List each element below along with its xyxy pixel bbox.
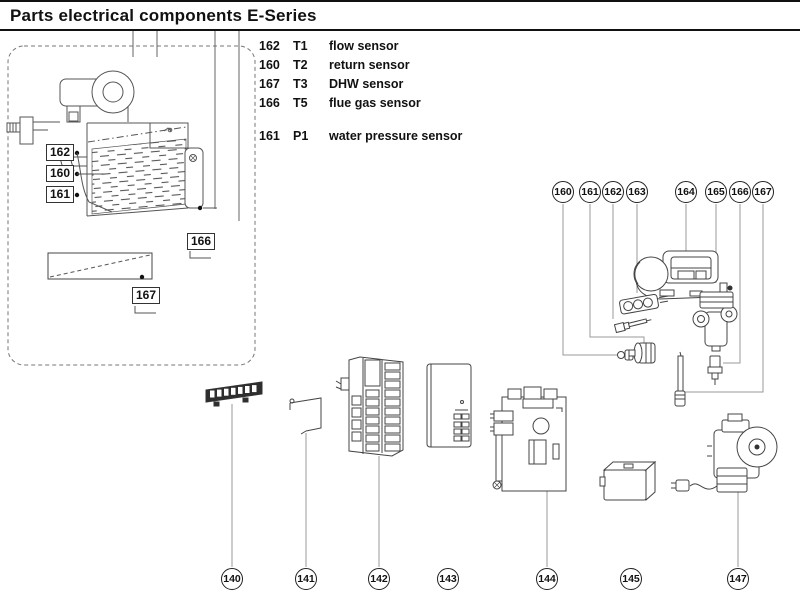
part-bracket [290,398,321,434]
callout-144: 144 [536,568,558,590]
schematic-heat-exchanger [87,123,217,216]
schematic-label-160: 160 [46,165,74,182]
part-pressure-sensor [629,343,655,363]
legend-ref: 161 [259,129,280,143]
legend-label: DHW sensor [329,77,404,91]
callout-147: 147 [727,568,749,590]
schematic-label-161: 161 [46,186,74,203]
callout-145: 145 [620,568,642,590]
left-fitting [7,117,60,144]
part-terminal-strip [206,382,262,406]
legend-ref: 162 [259,39,280,53]
legend-code: P1 [293,129,309,143]
callout-141: 141 [295,568,317,590]
legend-label: return sensor [329,58,410,72]
legend-code: T1 [293,39,308,53]
callout-165: 165 [705,181,727,203]
boiler-schematic [7,31,255,365]
page-title: Parts electrical components E-Series [10,6,317,25]
callout-166: 166 [729,181,751,203]
callout-163: 163 [626,181,648,203]
callout-143: 143 [437,568,459,590]
part-cover-board [427,364,471,447]
schematic-dhw-tank [48,253,152,279]
part-control-unit [336,357,403,456]
legend-label: flue gas sensor [329,96,421,110]
schematic-fan [60,71,134,122]
legend-ref: 160 [259,58,280,72]
callout-140: 140 [221,568,243,590]
callout-164: 164 [675,181,697,203]
legend-ref: 166 [259,96,280,110]
callout-162: 162 [602,181,624,203]
part-gas-valve [693,292,737,351]
legend-label: water pressure sensor [329,129,463,143]
part-dhw-sensor [675,352,685,406]
schematic-label-167: 167 [132,287,160,304]
part-flue-gas-sensor [708,356,722,385]
callout-161: 161 [579,181,601,203]
part-flow-sensor [614,316,652,333]
callout-167: 167 [752,181,774,203]
legend-ref: 167 [259,77,280,91]
part-pump [671,414,777,492]
part-small-box [600,462,655,500]
legend-code: T5 [293,96,308,110]
legend-code: T2 [293,58,308,72]
legend-label: flow sensor [329,39,399,53]
schematic-label-166: 166 [187,233,215,250]
callout-142: 142 [368,568,390,590]
legend-code: T3 [293,77,308,91]
callout-160: 160 [552,181,574,203]
part-display-board [490,387,566,491]
schematic-label-162: 162 [46,144,74,161]
